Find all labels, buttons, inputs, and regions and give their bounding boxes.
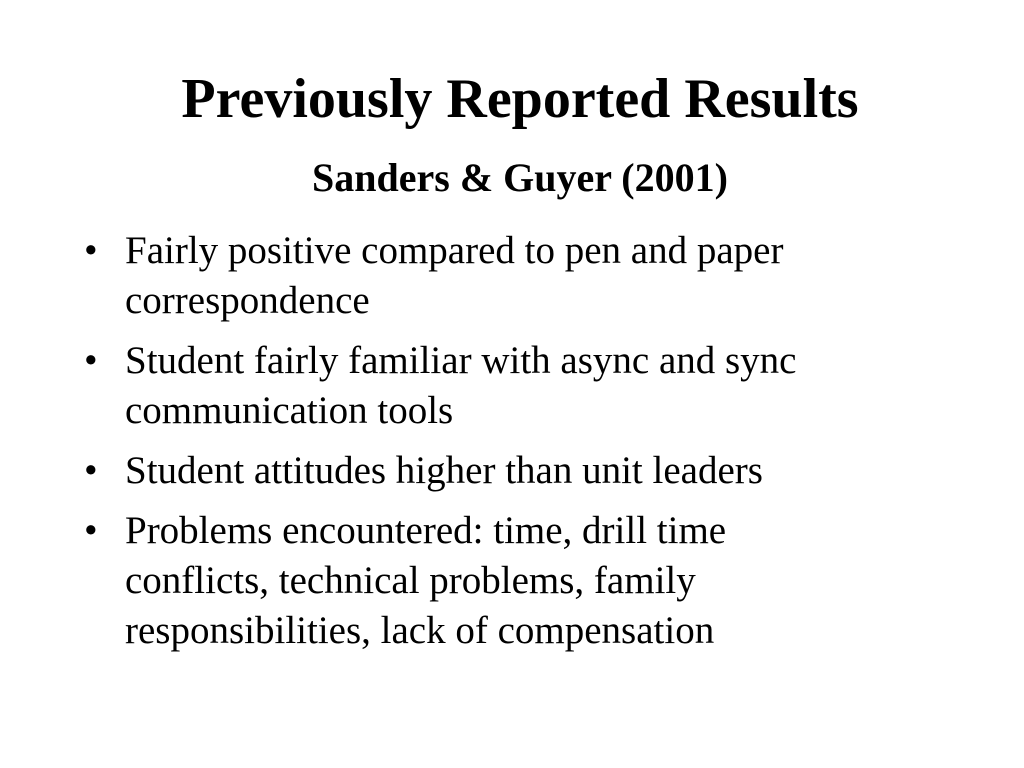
bullet-icon: • [84,509,98,552]
bullet-text-line: conflicts, technical problems, family [125,559,696,602]
bullet-icon: • [84,449,98,492]
bullet-text-line: responsibilities, lack of compensation [125,609,715,652]
slide-subtitle: Sanders & Guyer (2001) [312,155,728,200]
bullet-text-line: Student attitudes higher than unit leaders [125,449,763,492]
bullet-list [84,226,984,666]
bullet-item [84,506,984,656]
bullet-item [84,336,984,436]
slide-title: Previously Reported Results [181,68,859,130]
bullet-text-line: Student fairly familiar with async and sync [125,339,797,382]
bullet-icon: • [84,229,98,272]
bullet-text-line: communication tools [125,389,454,432]
bullet-item [84,226,984,326]
bullet-icon: • [84,339,98,382]
bullet-text-line: Fairly positive compared to pen and paper [125,229,784,272]
bullet-text-line: correspondence [125,279,370,322]
bullet-text-line: Problems encountered: time, drill time [125,509,727,552]
bullet-item [84,446,984,496]
